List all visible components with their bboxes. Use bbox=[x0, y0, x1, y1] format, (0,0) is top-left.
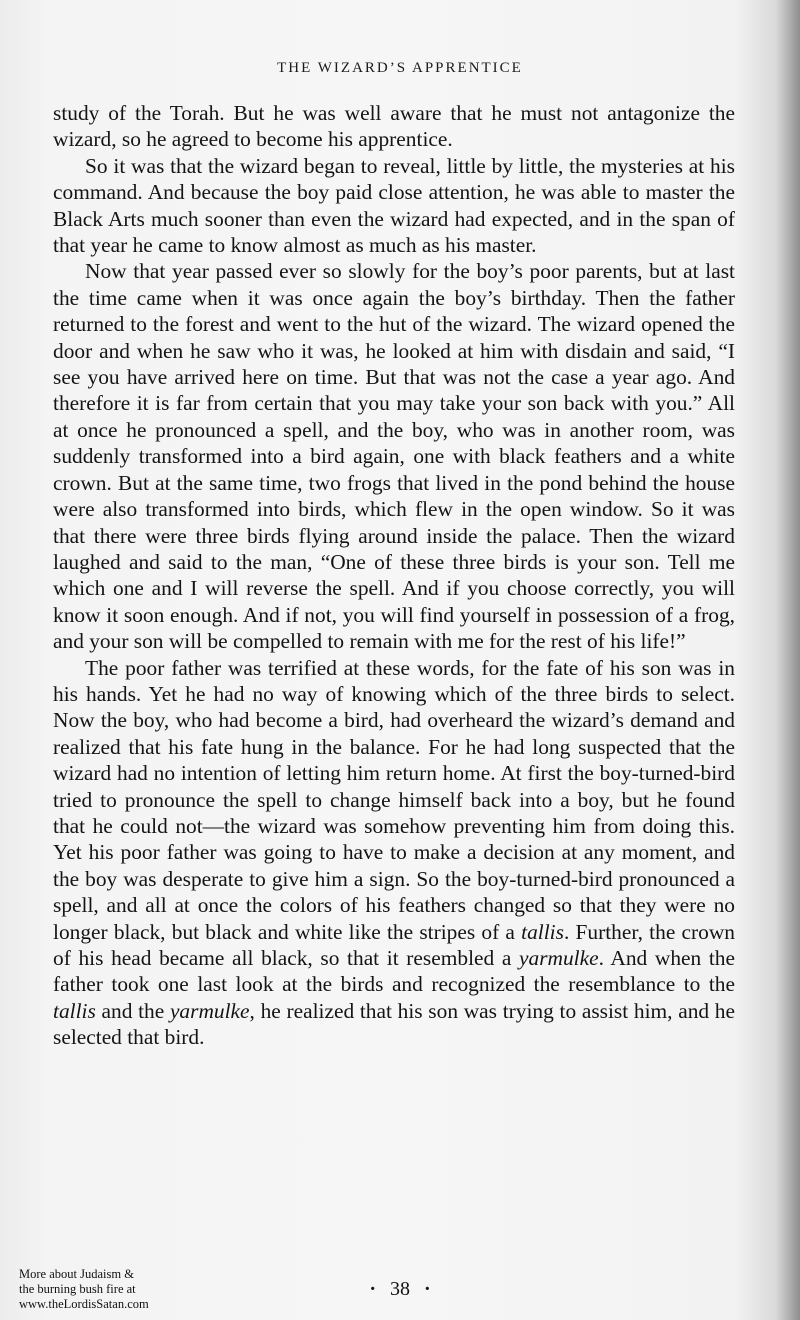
right-dot-icon: · bbox=[424, 1278, 431, 1300]
italic-yarmulke-2: yarmulke bbox=[169, 998, 250, 1023]
paragraph-3: Now that year passed ever so slowly for the boy’s poor parents, but at last the time came when it was once again the boy’s birthday. Then the father returned to the forest and went to the hut of the wizard. The wizard opened the door and when he saw who it was, he looked at him with disdain and said, “I see you have arrived here on time. But that was not the case a year ago. And therefore it is far from certain that you may take your son back with you.” All at once he pronounced a spell, and the boy, who was in another room, was suddenly transformed into a bird again, one with black feathers and a white crown. But at the same time, two frogs that lived in the pond behind the house were also transformed into birds, which flew in the open window. So it was that there were three birds flying around inside the palace. Then the wizard laughed and said to the man, “One of these three birds is your son. Tell me which one and I will reverse the spell. And if you choose correctly, you will know it soon enough. And if not, you will find yourself in possession of a frog, and your son will be compelled to remain with me for the rest of his life!” bbox=[53, 259, 735, 654]
left-dot-icon: · bbox=[369, 1278, 376, 1300]
paragraph-1: study of the Torah. But he was well aware that he must not antagonize the wizard, so he agreed to become his apprentice. bbox=[53, 101, 735, 152]
page-number bbox=[0, 1278, 800, 1301]
running-head: THE WIZARD’S APPRENTICE bbox=[277, 60, 523, 76]
italic-tallis-2: tallis bbox=[53, 998, 96, 1023]
page-number-value: 38 bbox=[390, 1278, 410, 1300]
paragraph-4-text-1: The poor father was terrified at these words, for the fate of his son was in his hands. Yet he had no way of knowing which of the three birds to select. Now the boy, who had become a bird, had overheard the wizard’s demand and realized that his fate hung in the balance. For he had long suspected that the wizard had no intention of letting him return home. At first the boy-turned-bird tried to pronounce the spell to change himself back into a boy, but he found that he could not—the wizard was somehow preventing him from doing this. Yet his poor father was going to have to make a decision at any moment, and the boy was desperate to give him a sign. So the boy-turned-bird pronounced a spell, and all at once the colors of his feathers changed so that they were no longer black, but black and white like the stripes of a bbox=[53, 655, 735, 944]
italic-yarmulke-1: yarmulke bbox=[519, 946, 599, 970]
italic-tallis-1: tallis bbox=[521, 919, 564, 944]
footer-note-line-2: the burning bush fire at bbox=[19, 1282, 136, 1296]
paragraph-4 bbox=[53, 655, 735, 1051]
paragraph-2: So it was that the wizard began to reveal, little by little, the mysteries at his command. And because the boy paid close attention, he was able to master the Black Arts much sooner than even the wizard had expected, and in the span of that year he came to know almost as much as his master. bbox=[53, 153, 735, 258]
paragraph-4-text-5: , he realized that his son was trying to assist him, and he selected that bird. bbox=[53, 998, 736, 1050]
paragraph-4-text-4: and the bbox=[95, 998, 170, 1023]
footer-note-line-1: More about Judaism & bbox=[19, 1267, 134, 1281]
paragraph-4-text-2: . Further, the crown of his head became all black, so that it resembled a bbox=[53, 919, 735, 970]
body-text bbox=[53, 100, 735, 1051]
footer-note-link[interactable]: www.theLordisSatan.com bbox=[19, 1297, 149, 1311]
paragraph-4-text-3: . And when the father took one last look at the birds and recognized the resemblance to the bbox=[53, 946, 735, 997]
